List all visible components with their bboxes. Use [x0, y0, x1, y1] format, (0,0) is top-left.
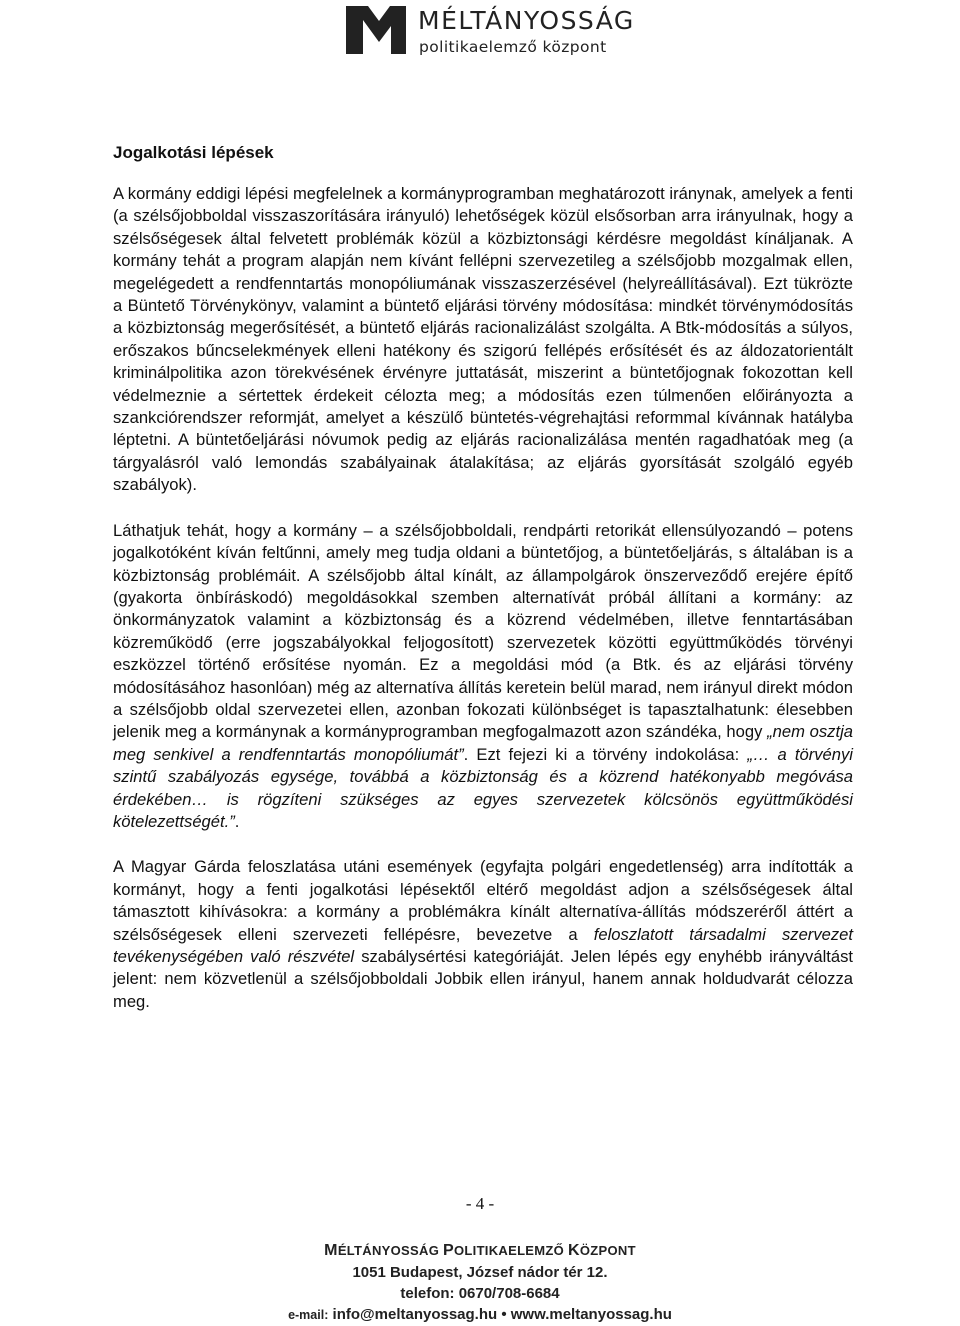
- paragraph-3: [113, 856, 853, 1013]
- paragraph-2-middle: . Ezt fejezi ki a törvény indokolása:: [463, 744, 748, 764]
- footer-address: 1051 Budapest, József nádor tér 12.: [352, 1264, 608, 1281]
- paragraph-2-start: Láthatjuk tehát, hogy a kormány – a szélsőjobboldali, rendpárti retorikát ellensúlyozandó – potens jogalkotóként kíván feltűnni, amely meg tudja oldani a büntetőjog, a büntetőeljárás, s általában is a közbiztonság problémáit. A szélsőjobb által kínált, az állampolgárok önszerveződő erejére építő (gyakorta önbíráskodó) megoldásokkal szemben alternatívát próbál állítani a kormány: az önkormányzatok valamint a közbiztonság és a közrend védelmében, illetve fenntartásában közreműködő (erre jogszabályokkal feljogosított) szervezetek közötti együttműködés törvényi eszközzel történő erősítése nyomán. Ez a megoldási mód (a Btk. és az eljárási törvény módosításához hasonlóan) még az alternatíva állítás keretein belül marad, nem irányul direkt módon a szélsőjobb oldal szervezetei ellen, azonban fokozati különbséget is tapasztalhatunk: élesebben jelenik meg a kormánynak a kormányprogramban megfogalmazott azon szándéka, hogy: [113, 520, 853, 742]
- meltanyossag-logo-icon: [346, 6, 406, 56]
- brand-name: MÉLTÁNYOSSÁG: [418, 6, 635, 35]
- paragraph-3-end: szabálysértési kategóriáját. Jelen lépés egy enyhébb irányváltást jelent: nem közvetlenül a szélsőjobboldali Jobbik ellen irányul, hanem annak holdudvarát célozza meg.: [113, 947, 853, 1011]
- paragraph-3-quote: feloszlatott társadalmi szervezet tevékenységében való részvétel: [113, 924, 853, 966]
- footer-organization: [0, 1240, 960, 1262]
- paragraph-2-quote-1: „nem osztja meg senkivel a rendfenntartás monopóliumát”: [113, 722, 853, 764]
- section-title: Jogalkotási lépések: [113, 143, 274, 162]
- footer-org-part-2: OLITIKAELEMZŐ: [454, 1243, 568, 1258]
- footer-org-part-1: ÉLTÁNYOSSÁG: [337, 1243, 444, 1258]
- paragraph-2: [113, 520, 853, 834]
- paragraph-1: A kormány eddigi lépési megfelelnek a kormányprogramban meghatározott iránynak, amelyek a fenti (a szélsőjobboldal visszaszorítására irányuló) lehetőségek közül elsősorban arra irányulnak, hogy a szélsőségesek által felvetett problémák közül a közbiztonsági kérdésre megoldást kínáljanak. A kormány tehát a program alapján nem kívánt fellépni szervezetileg a szélsőjobb mozgalmak ellen, megelégedett a rendfenntartás monopóliumának visszaszerzésével (helyreállításával). Ezt tükrözte a Büntető Törvénykönyv, valamint a büntető eljárási törvény módosítása: mindkét törvénymódosítás a közbiztonság megerősítését, a büntető eljárás racionalizálást szolgálta. A Btk-módosítás a súlyos, erőszakos bűncselekmények elleni hatékony és szigorú fellépés erősítését és az áldozatorientált kriminálpolitika azon törekvésének érvényre juttatását, miszerint a büntetőjognak fokozottan kell védelmeznie a sértettek érdekeit célozta meg; a módosítás ezen túlmenően előirányozta a szankciórendszer reformját, amelyet a készülő büntetés-végrehajtási reformmal kívánnak hatályba léptetni. A büntetőeljárási nóvumok pedig az eljárás racionalizálása mentén ragadhatóak meg (a tárgyalásról való lemondás szabályainak átalakítása; az eljárás gyorsítását szolgáló egyéb szabályok).: [113, 184, 853, 495]
- footer-org-initial-k: K: [567, 1242, 580, 1259]
- footer: [0, 1240, 960, 1326]
- paragraph-2-end: .: [234, 811, 240, 831]
- footer-email-label: e-mail:: [288, 1308, 329, 1322]
- page-number: - 4 -: [465, 1194, 495, 1213]
- footer-contact: [0, 1304, 960, 1326]
- brand-subtitle: politikaelemző központ: [419, 38, 607, 56]
- footer-org-initial-p: P: [443, 1242, 454, 1259]
- footer-email-web[interactable]: info@meltanyossag.hu • www.meltanyossag.hu: [328, 1306, 672, 1323]
- footer-org-part-3: ÖZPONT: [579, 1243, 636, 1258]
- paragraph-2-quote-2: „… a törvényi szintű szabályozás egysége, továbbá a közbiztonság és a közrend hatékonyabb megóvása érdekében… is rögzíteni szükséges az egyes szervezetek kölcsönös együttműködési kötelezettségét.”: [113, 744, 853, 831]
- paragraph-3-start: A Magyar Gárda feloszlatása utáni események (egyfajta polgári engedetlenség) arra indították a kormányt, hogy a fenti jogalkotási lépésektől eltérő megoldást adjon a szélsőségesek által támasztott kihívásokra: a kormány a problémákra kínált alternatíva-állítás módszeréről áttért a szélsőségesek elleni szervezeti fellépésre, bevezetve a: [113, 857, 853, 944]
- footer-org-initial-m: M: [324, 1242, 338, 1259]
- document-body: [113, 141, 853, 1036]
- header-logo: [346, 4, 666, 62]
- footer-phone: telefon: 0670/708-6684: [400, 1285, 560, 1302]
